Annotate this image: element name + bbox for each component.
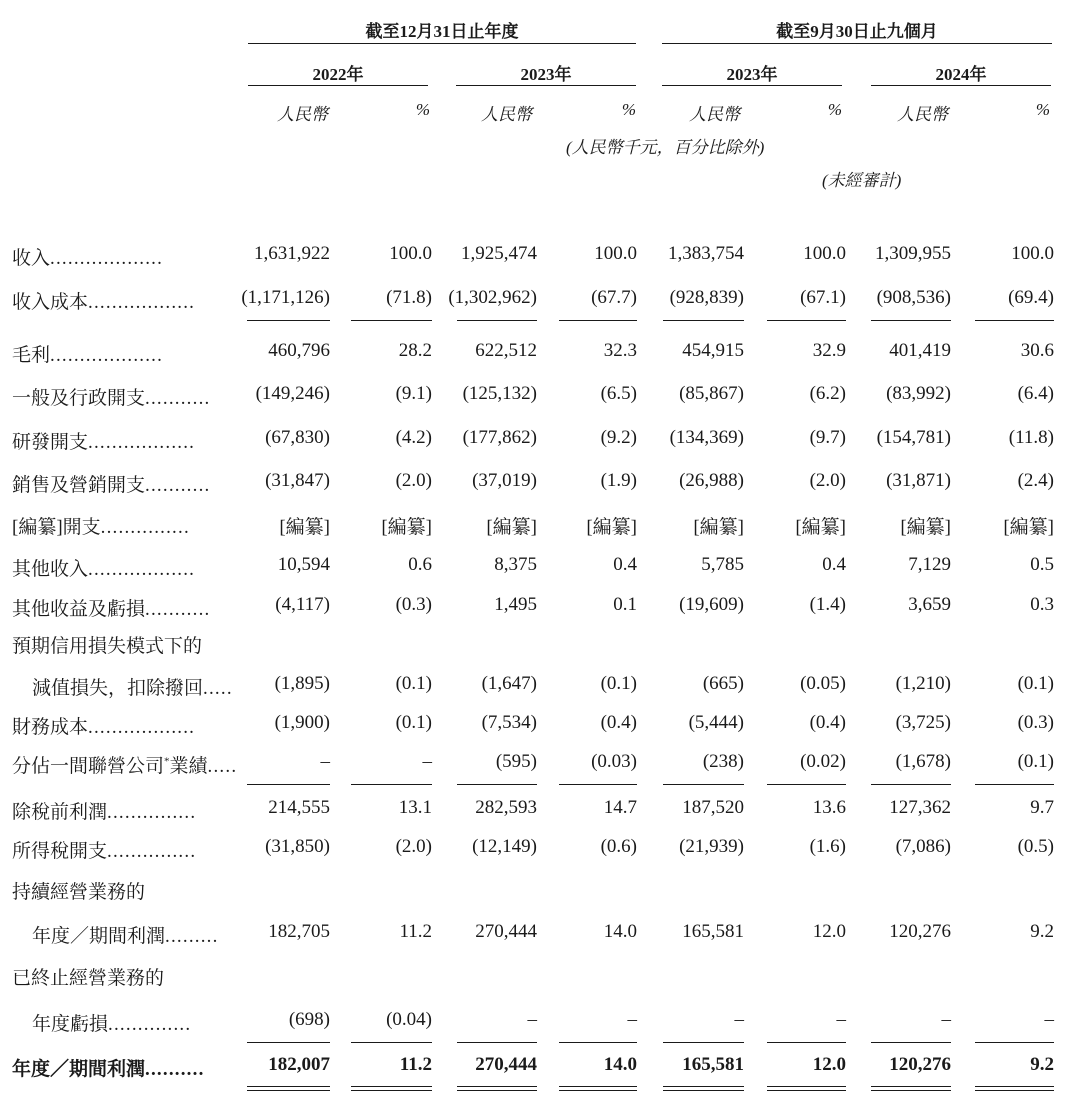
cell-rmb-2022: 1,631,922 [254,243,330,264]
total-double-rule [871,1090,951,1091]
cell-rmb-2023-9m: 165,581 [682,1054,744,1075]
total-double-rule [351,1086,432,1087]
cell-rmb-2022: (31,850) [265,836,330,857]
subtotal-rule [663,1042,744,1043]
cell-rmb-2024-9m: 120,276 [889,1054,951,1075]
cell-pct-2023-9m: (0.4) [809,712,846,733]
dot-leader: ........... [145,475,211,496]
row-label-text: 減值損失，扣除撥回 [32,678,204,699]
cell-rmb-2022: 182,007 [268,1054,330,1075]
cell-rmb-2022: (1,171,126) [241,287,330,308]
cell-pct-2023-9m: (0.05) [800,673,846,694]
subtotal-rule [767,320,846,321]
dot-leader: ..... [207,756,238,777]
cell-rmb-2023-fy: 1,925,474 [461,243,537,264]
dot-leader: ..... [203,678,233,699]
cell-rmb-2023-9m: 5,785 [701,554,744,575]
cell-pct-2022: (0.1) [395,673,432,694]
row-label-text: 財務成本 [12,717,89,738]
dot-leader: .................. [88,717,196,738]
total-double-rule [457,1086,537,1087]
row-label [12,631,202,658]
cell-pct-2022: (2.0) [395,836,432,857]
col-sub-rmb-2023-9m: 人民幣 [689,105,740,124]
cell-pct-2023-fy: 0.1 [613,594,637,615]
row-label [12,427,195,454]
total-double-rule [767,1086,846,1087]
cell-rmb-2024-9m: (7,086) [895,836,951,857]
year-rule-2024-9m [871,85,1051,86]
cell-pct-2023-9m: (9.7) [809,427,846,448]
col-sub-pct-2023-fy: % [621,100,636,119]
cell-rmb-2022: (1,895) [274,673,330,694]
cell-pct-2022: 28.2 [398,340,432,361]
row-label [12,797,196,824]
row-label-text: 年度虧損 [32,1014,109,1035]
total-double-rule [767,1090,846,1091]
cell-pct-2023-fy: 14.0 [603,1054,637,1075]
cell-pct-2023-9m: (2.0) [809,470,846,491]
cell-rmb-2023-fy: (37,019) [472,470,537,491]
cell-rmb-2022: (31,847) [265,470,330,491]
row-label [32,921,219,948]
subtotal-rule [767,784,846,785]
cell-rmb-2023-fy: [編纂] [486,517,537,538]
subtotal-rule [871,320,951,321]
cell-rmb-2024-9m: (154,781) [876,427,951,448]
group-rule-year [248,43,636,44]
group-header-nine-months: 截至9月30日止九個月 [776,22,938,41]
dot-leader: ........... [145,599,211,620]
row-label-text: 年度／期間利潤 [12,1059,146,1080]
row-label-tail: 業績 [169,756,208,777]
dot-leader: ............... [107,841,197,862]
col-sub-pct-2024-9m: % [1035,100,1050,119]
cell-pct-2023-fy: 14.7 [603,797,637,818]
cell-rmb-2024-9m: (908,536) [876,287,951,308]
row-label [12,594,210,621]
col-sub-pct-2022: % [415,100,430,119]
cell-pct-2023-fy: [編纂] [586,517,637,538]
dot-leader: ......... [165,926,219,947]
cell-rmb-2022: (4,117) [275,594,330,615]
cell-rmb-2024-9m: 3,659 [908,594,951,615]
cell-rmb-2023-fy: 270,444 [475,1054,537,1075]
cell-pct-2023-9m: [編纂] [795,517,846,538]
cell-pct-2023-fy: 14.0 [603,921,637,942]
cell-rmb-2022: – [320,751,330,772]
cell-rmb-2023-fy: 1,495 [494,594,537,615]
row-label [12,1054,205,1081]
cell-pct-2023-9m: (1.4) [809,594,846,615]
cell-pct-2024-9m: (11.8) [1008,427,1054,448]
row-label [12,340,163,367]
cell-rmb-2023-9m: (5,444) [688,712,744,733]
cell-pct-2024-9m: 9.2 [1030,921,1054,942]
row-label [12,963,164,990]
year-rule-2023-fy [456,85,636,86]
total-double-rule [975,1090,1054,1091]
cell-pct-2023-9m: (1.6) [809,836,846,857]
cell-pct-2023-9m: 12.0 [812,1054,846,1075]
cell-pct-2024-9m: 100.0 [1011,243,1054,264]
row-label-text: 所得稅開支 [12,841,108,862]
subtotal-rule [871,1042,951,1043]
dot-leader: .................. [88,292,196,313]
cell-rmb-2024-9m: (31,871) [886,470,951,491]
row-label-text: 持續經營業務的 [12,882,146,903]
cell-pct-2024-9m: [編纂] [1003,517,1054,538]
cell-rmb-2022: 182,705 [268,921,330,942]
year-header-2024-9m: 2024年 [935,65,987,84]
cell-rmb-2023-fy: (125,132) [462,383,537,404]
cell-pct-2024-9m: 9.2 [1030,1054,1054,1075]
total-double-rule [871,1086,951,1087]
col-sub-rmb-2022: 人民幣 [277,105,328,124]
col-sub-rmb-2024-9m: 人民幣 [897,105,948,124]
cell-pct-2024-9m: (0.3) [1017,712,1054,733]
subtotal-rule [975,784,1054,785]
row-label-text: 已終止經營業務的 [12,968,165,989]
cell-rmb-2023-9m: – [734,1009,744,1030]
cell-pct-2023-fy: (67.7) [591,287,637,308]
cell-pct-2023-fy: 100.0 [594,243,637,264]
cell-pct-2023-9m: 12.0 [812,921,846,942]
subtotal-rule [457,1042,537,1043]
row-label-text: 除稅前利潤 [12,802,108,823]
cell-pct-2022: (4.2) [395,427,432,448]
cell-pct-2024-9m: (0.5) [1017,836,1054,857]
cell-rmb-2023-9m: 187,520 [682,797,744,818]
year-rule-2023-9m [662,85,842,86]
cell-rmb-2022: (698) [288,1009,330,1030]
cell-pct-2023-fy: (0.03) [591,751,637,772]
cell-rmb-2022: 460,796 [268,340,330,361]
unaudited-note: (未經審計) [822,171,902,190]
cell-rmb-2024-9m: 1,309,955 [875,243,951,264]
dot-leader: .................. [88,559,196,580]
cell-rmb-2024-9m: 401,419 [889,340,951,361]
dot-leader: .................. [88,432,196,453]
cell-pct-2024-9m: 9.7 [1030,797,1054,818]
cell-pct-2023-fy: – [627,1009,637,1030]
total-double-rule [351,1090,432,1091]
col-sub-rmb-2023-fy: 人民幣 [481,105,532,124]
cell-rmb-2023-fy: (1,302,962) [448,287,537,308]
cell-pct-2022: 11.2 [399,1054,432,1075]
cell-rmb-2024-9m: (1,210) [895,673,951,694]
cell-rmb-2024-9m: [編纂] [900,517,951,538]
cell-rmb-2023-9m: (665) [702,673,744,694]
subtotal-rule [247,1042,330,1043]
cell-pct-2022: 100.0 [389,243,432,264]
total-double-rule [663,1086,744,1087]
cell-rmb-2022: 214,555 [268,797,330,818]
cell-rmb-2022: (67,830) [265,427,330,448]
cell-pct-2023-9m: (67.1) [800,287,846,308]
cell-rmb-2023-9m: 1,383,754 [668,243,744,264]
cell-pct-2023-fy: (0.1) [600,673,637,694]
cell-rmb-2023-9m: (26,988) [679,470,744,491]
cell-rmb-2023-9m: (21,939) [679,836,744,857]
row-label-text: 研發開支 [12,432,89,453]
subtotal-rule [663,784,744,785]
dot-leader: .............. [108,1014,192,1035]
row-label [12,554,195,581]
dot-leader: .......... [145,1059,205,1080]
year-rule-2022 [248,85,428,86]
row-label [12,470,210,497]
cell-pct-2024-9m: – [1044,1009,1054,1030]
subtotal-rule [247,784,330,785]
cell-pct-2023-fy: (1.9) [600,470,637,491]
cell-pct-2023-9m: 13.6 [812,797,846,818]
unit-note: (人民幣千元，百分比除外) [566,138,765,157]
cell-rmb-2023-9m: 165,581 [682,921,744,942]
cell-rmb-2023-fy: 282,593 [475,797,537,818]
cell-rmb-2022: 10,594 [277,554,330,575]
cell-pct-2023-fy: (0.6) [600,836,637,857]
total-double-rule [663,1090,744,1091]
subtotal-rule [457,320,537,321]
cell-rmb-2022: (1,900) [274,712,330,733]
subtotal-rule [247,320,330,321]
row-label-text: 預期信用損失模式下的 [12,636,203,657]
cell-pct-2022: (0.04) [386,1009,432,1030]
cell-pct-2023-9m: 32.9 [812,340,846,361]
cell-pct-2023-9m: 100.0 [803,243,846,264]
col-sub-pct-2023-9m: % [827,100,842,119]
dot-leader: ................... [50,248,164,269]
cell-rmb-2023-fy: 622,512 [475,340,537,361]
row-label-text: 收入 [12,248,51,269]
row-label-text: 銷售及營銷開支 [12,475,146,496]
cell-rmb-2023-9m: (19,609) [679,594,744,615]
row-label [12,243,163,270]
row-label-text: 分佔一間聯營公司 [12,756,165,777]
dot-leader: ................... [50,345,164,366]
cell-pct-2022: (0.1) [395,712,432,733]
cell-pct-2023-fy: 32.3 [603,340,637,361]
year-header-2023-fy: 2023年 [520,65,572,84]
cell-pct-2024-9m: (6.4) [1017,383,1054,404]
subtotal-rule [975,1042,1054,1043]
row-label-text: 其他收入 [12,559,89,580]
cell-rmb-2023-9m: 454,915 [682,340,744,361]
year-header-2023-9m: 2023年 [726,65,778,84]
row-label [32,1009,191,1036]
cell-rmb-2023-fy: (1,647) [481,673,537,694]
dot-leader: ............... [100,517,190,538]
subtotal-rule [351,1042,432,1043]
row-label-text: 毛利 [12,345,51,366]
cell-pct-2024-9m: (69.4) [1008,287,1054,308]
cell-rmb-2023-9m: (238) [702,751,744,772]
cell-rmb-2024-9m: 120,276 [889,921,951,942]
cell-rmb-2023-9m: (85,867) [679,383,744,404]
row-label-text: 一般及行政開支 [12,388,146,409]
subtotal-rule [871,784,951,785]
cell-pct-2023-9m: (0.02) [800,751,846,772]
cell-rmb-2024-9m: 7,129 [908,554,951,575]
cell-rmb-2024-9m: (3,725) [895,712,951,733]
subtotal-rule [351,784,432,785]
cell-pct-2022: 13.1 [398,797,432,818]
cell-pct-2022: (71.8) [386,287,432,308]
cell-rmb-2023-fy: (595) [495,751,537,772]
cell-pct-2024-9m: 30.6 [1020,340,1054,361]
group-rule-nine-months [662,43,1052,44]
cell-rmb-2022: (149,246) [255,383,330,404]
cell-rmb-2024-9m: 127,362 [889,797,951,818]
row-label [12,383,210,410]
cell-pct-2022: 11.2 [399,921,432,942]
cell-pct-2022: [編纂] [381,517,432,538]
dot-leader: ............... [107,802,197,823]
row-label [12,877,145,904]
cell-pct-2023-fy: 0.4 [613,554,637,575]
row-label [12,287,195,314]
footnote-marker: * [164,755,170,768]
cell-pct-2022: (0.3) [395,594,432,615]
group-header-year: 截至12月31日止年度 [365,22,519,41]
cell-rmb-2022: [編纂] [279,517,330,538]
subtotal-rule [767,1042,846,1043]
cell-pct-2022: (2.0) [395,470,432,491]
cell-rmb-2024-9m: – [941,1009,951,1030]
row-label [12,512,190,539]
subtotal-rule [559,320,637,321]
subtotal-rule [559,1042,637,1043]
cell-rmb-2023-fy: (7,534) [481,712,537,733]
cell-pct-2024-9m: (0.1) [1017,673,1054,694]
cell-rmb-2023-fy: 8,375 [494,554,537,575]
cell-pct-2024-9m: 0.5 [1030,554,1054,575]
row-label-text: 年度／期間利潤 [32,926,166,947]
row-label [12,836,196,863]
subtotal-rule [351,320,432,321]
row-label [12,712,195,739]
cell-rmb-2023-9m: (134,369) [669,427,744,448]
cell-rmb-2023-fy: (177,862) [462,427,537,448]
subtotal-rule [663,320,744,321]
cell-pct-2024-9m: (0.1) [1017,751,1054,772]
cell-rmb-2024-9m: (83,992) [886,383,951,404]
cell-pct-2023-fy: (6.5) [600,383,637,404]
cell-pct-2022: 0.6 [408,554,432,575]
dot-leader: ........... [145,388,211,409]
row-label-text: 收入成本 [12,292,89,313]
cell-pct-2023-9m: – [836,1009,846,1030]
year-header-2022: 2022年 [312,65,364,84]
cell-pct-2024-9m: (2.4) [1017,470,1054,491]
row-label-text: 其他收益及虧損 [12,599,146,620]
cell-pct-2023-fy: (9.2) [600,427,637,448]
cell-pct-2022: (9.1) [395,383,432,404]
total-double-rule [457,1090,537,1091]
cell-rmb-2023-fy: – [527,1009,537,1030]
cell-rmb-2023-fy: 270,444 [475,921,537,942]
cell-rmb-2023-9m: [編纂] [693,517,744,538]
total-double-rule [247,1090,330,1091]
cell-pct-2023-9m: (6.2) [809,383,846,404]
total-double-rule [559,1090,637,1091]
cell-pct-2023-fy: (0.4) [600,712,637,733]
total-double-rule [975,1086,1054,1087]
cell-rmb-2023-fy: (12,149) [472,836,537,857]
subtotal-rule [457,784,537,785]
cell-pct-2022: – [422,751,432,772]
cell-pct-2023-9m: 0.4 [822,554,846,575]
cell-pct-2024-9m: 0.3 [1030,594,1054,615]
total-double-rule [247,1086,330,1087]
row-label-text: [編纂]開支 [12,517,101,538]
total-double-rule [559,1086,637,1087]
cell-rmb-2023-9m: (928,839) [669,287,744,308]
cell-rmb-2024-9m: (1,678) [895,751,951,772]
subtotal-rule [559,784,637,785]
subtotal-rule [975,320,1054,321]
